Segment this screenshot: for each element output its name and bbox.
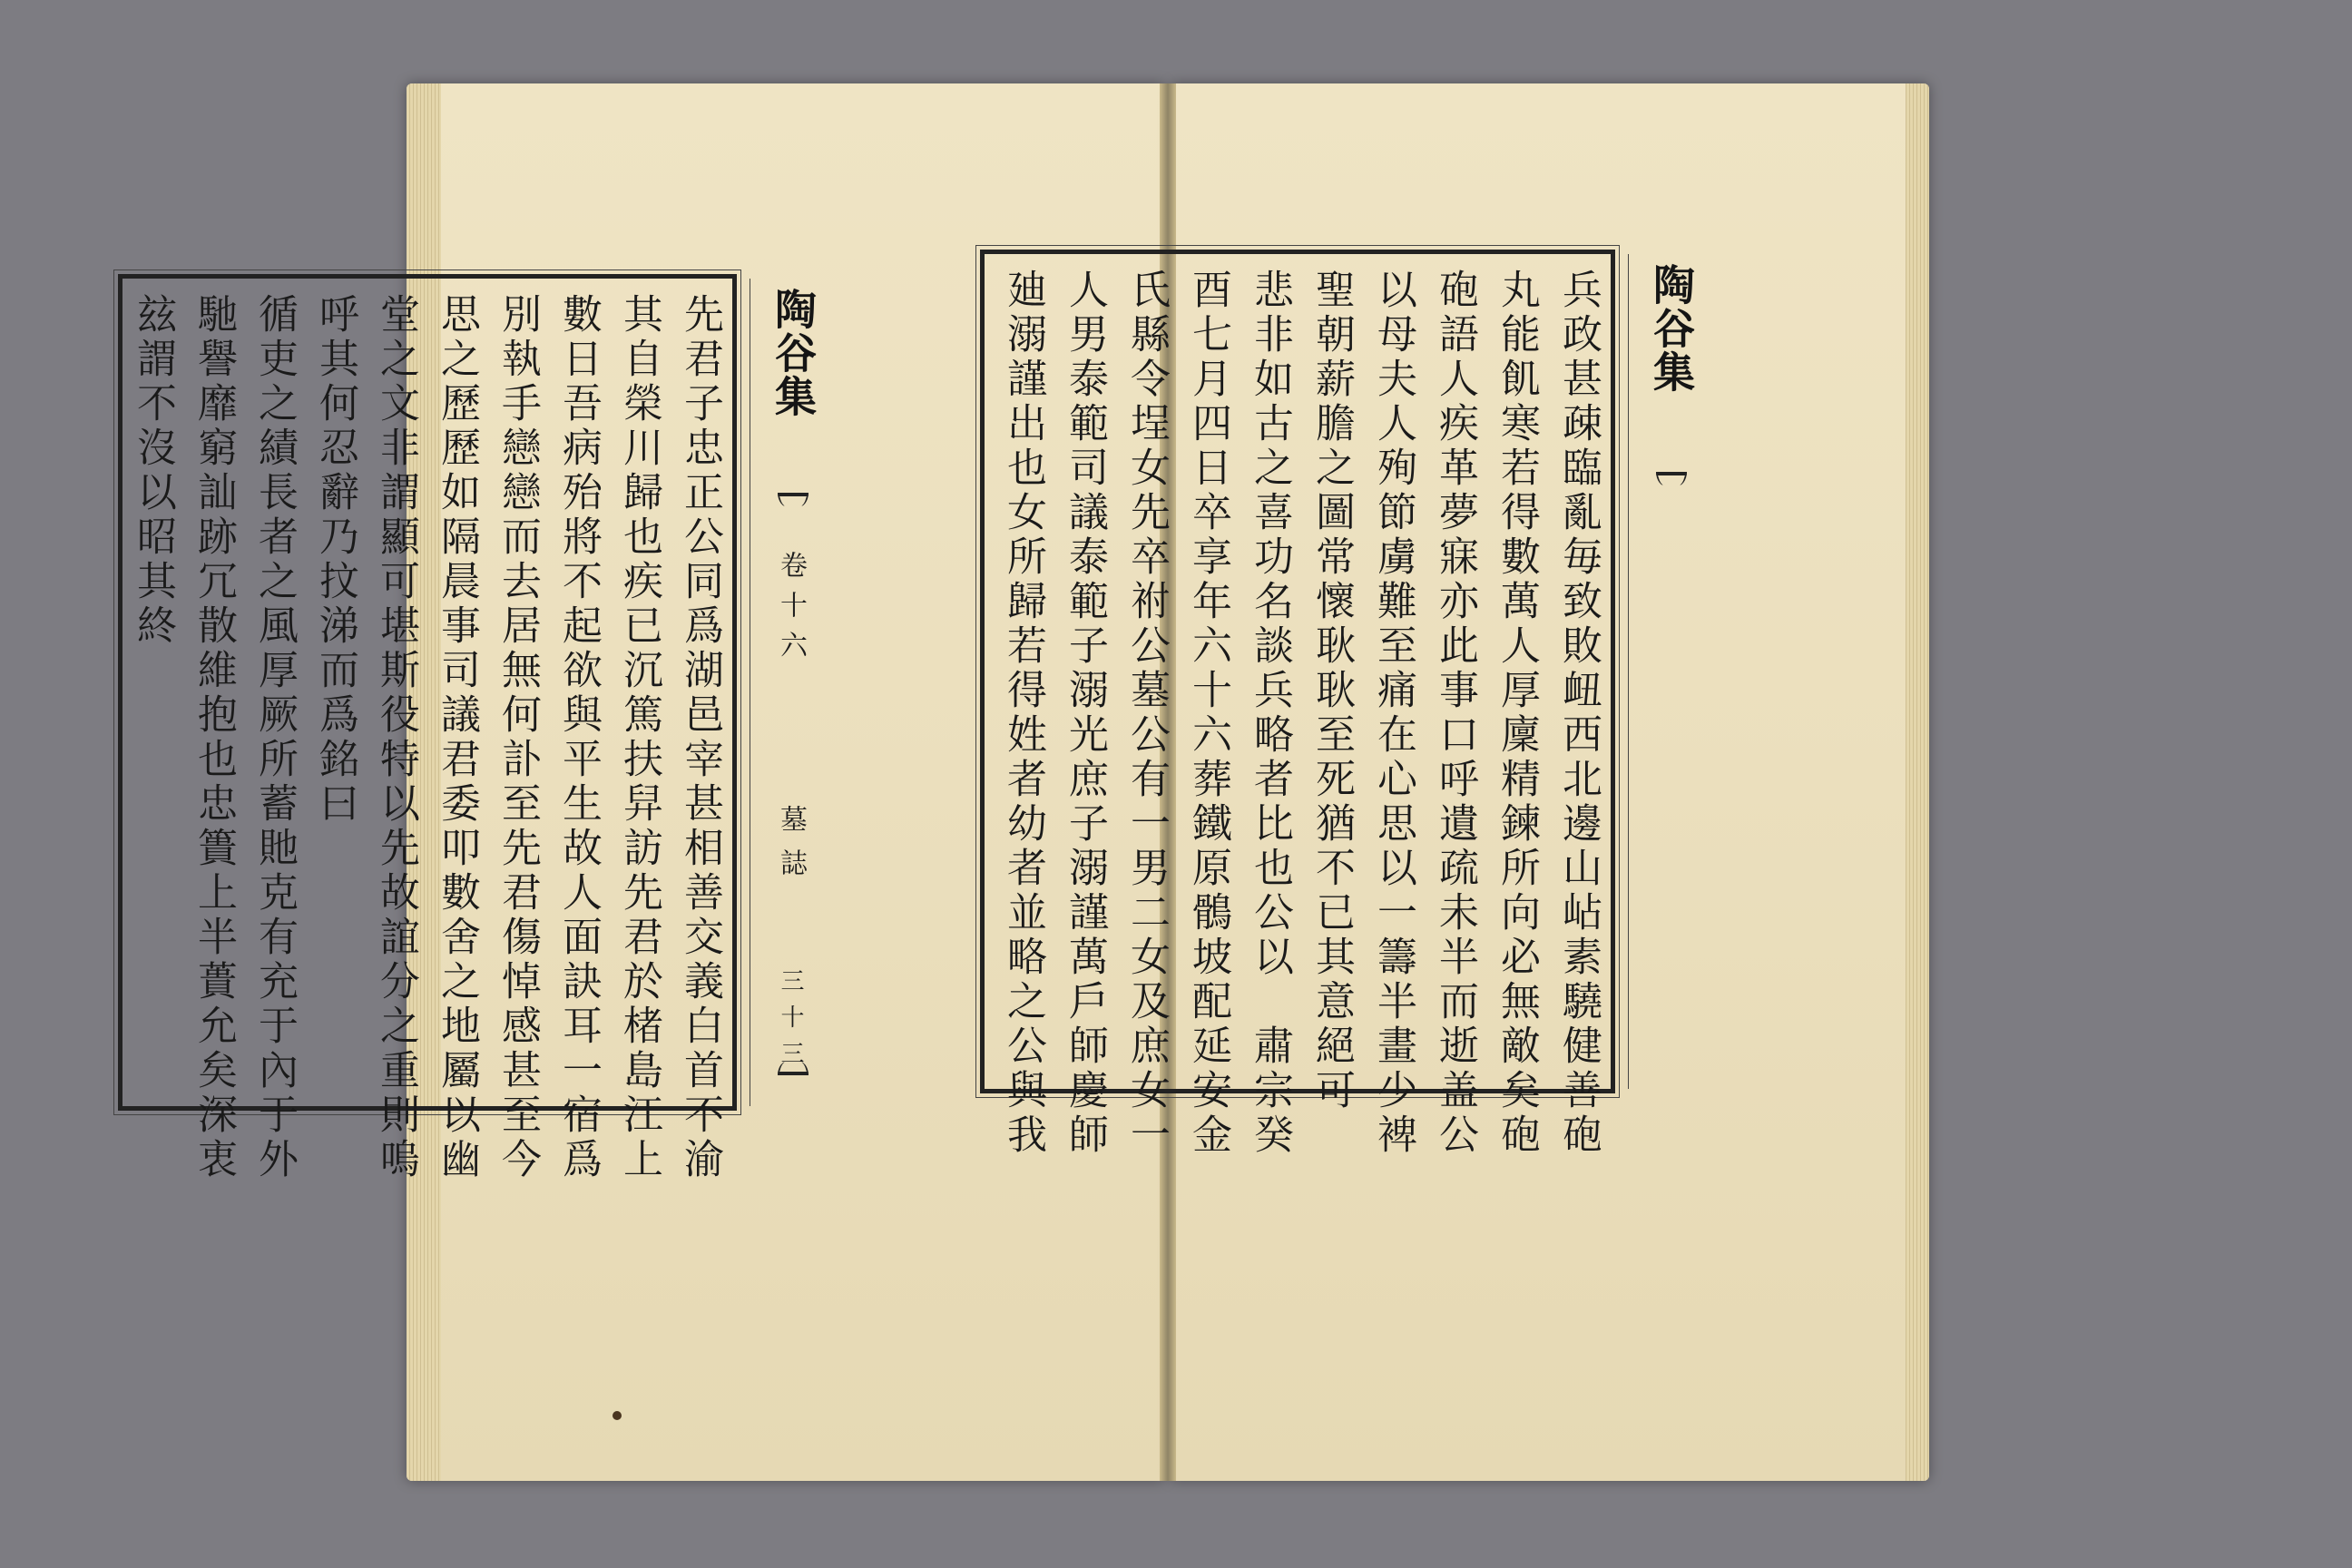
page-number: 三十三	[777, 968, 804, 1077]
section-label: 墓誌	[775, 805, 807, 892]
left-text-frame	[118, 274, 818, 1182]
left-page-center-margin	[750, 279, 832, 1106]
text-column: 砲語人疾革夢寐亦此事口呼遺疏未半而逝盖公	[1432, 269, 1478, 1158]
text-column: 馳譽靡窮訕跡冗散維抱也忠簣上半蕢允矣深衷	[191, 293, 237, 1182]
collection-title: 陶谷集	[1647, 263, 1696, 394]
text-column: 呼其何忍辭乃抆涕而爲銘曰	[312, 293, 358, 827]
text-column: 循吏之績長者之風厚厥所蓄貤克有充于內于外	[251, 293, 298, 1182]
text-column: 玆謂不沒以昭其終	[130, 293, 176, 649]
ink-spot	[612, 1411, 622, 1420]
fish-tail-mark-top	[778, 493, 808, 507]
fish-tail-mark-bottom	[778, 1061, 808, 1075]
volume-label: 卷十六	[775, 551, 807, 671]
right-text-frame	[980, 250, 1696, 1158]
text-column: 堂之文非謂顯可堪斯役特以先故誼分之重則嗚	[373, 293, 419, 1182]
fish-tail-mark-top	[1656, 472, 1687, 486]
text-column: 廸溺謹出也女所歸若得姓者幼者並略之公與我	[1000, 269, 1046, 1158]
text-column: 其自榮川歸也疾已沉篤扶舁訪先君於楮島江上	[616, 293, 662, 1182]
text-column: 氏縣令埕女先卒祔公墓公有一男二女及庶女一	[1123, 269, 1170, 1158]
text-column: 酉七月四日卒享年六十六葬鐵原鶻坡配延安金	[1185, 269, 1231, 1158]
text-column: 先君子忠正公同爲湖邑宰甚相善交義白首不渝	[677, 293, 723, 1182]
collection-title: 陶谷集	[769, 288, 818, 418]
text-column: 思之歷歷如隔晨事司議君委叩數舍之地屬以幽	[434, 293, 480, 1182]
text-column: 別執手戀戀而去居無何訃至先君傷悼感甚至今	[495, 293, 541, 1182]
right-page-center-margin	[1628, 254, 1705, 1089]
text-column: 丸能飢寒若得數萬人厚廩精鍊所向必無敵矣砲	[1494, 269, 1540, 1158]
text-column: 數日吾病殆將不起欲與平生故人面訣耳一宿爲	[555, 293, 602, 1182]
text-column: 以母夫人殉節虜難至痛在心思以一籌半畫少裨	[1370, 269, 1416, 1158]
text-column: 悲非如古之喜功名談兵略者比也公以 肅宗癸	[1247, 269, 1293, 1158]
text-column: 聖朝薪膽之圖常懷耿耿至死猶不已其意絕可	[1308, 269, 1355, 1113]
right-page-edges	[1906, 83, 1929, 1481]
text-column: 兵政甚疎臨亂毎致敗衄西北邊山岾素驍健善砲	[1555, 269, 1602, 1158]
text-column: 人男泰範司議泰範子溺光庶子溺謹萬戶師慶師	[1062, 269, 1108, 1158]
